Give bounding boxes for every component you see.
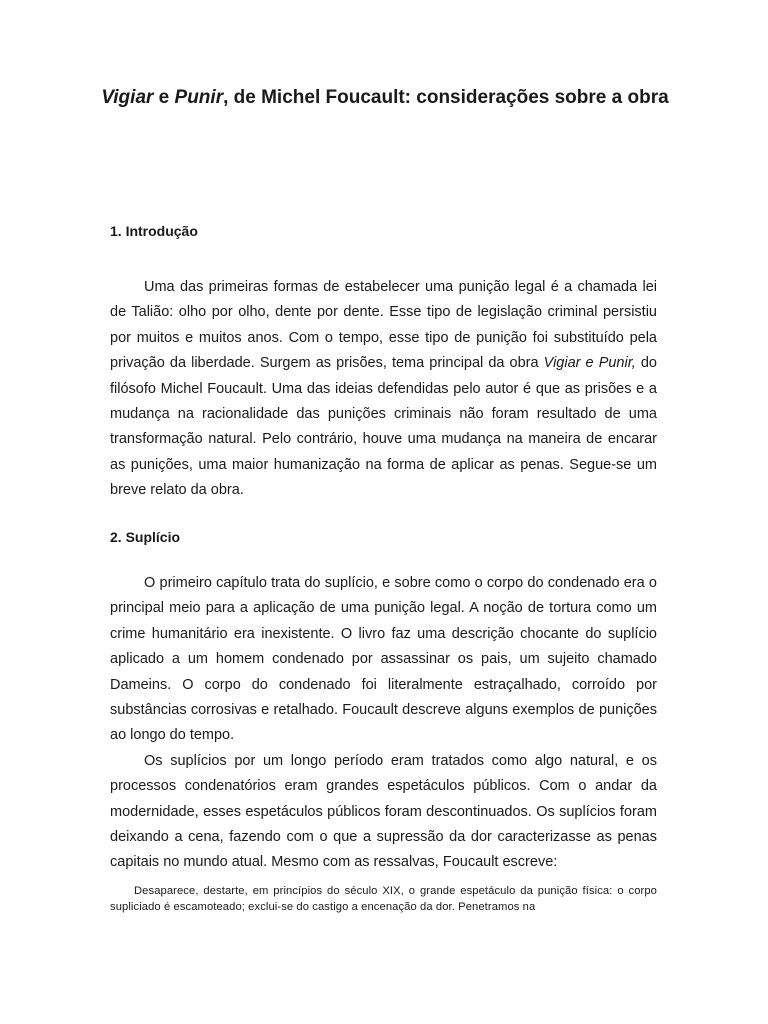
document-title <box>100 86 670 110</box>
title-conjunction: e <box>153 87 175 108</box>
block-quote <box>110 884 657 915</box>
section-body-introducao <box>110 275 657 504</box>
section-heading-suplicio: 2. Suplício <box>110 529 181 545</box>
book-title-italic: Vigiar e Punir, <box>543 355 636 372</box>
quote-text: Desaparece, destarte, em princípios do século XIX, o grande espetáculo da punição física: o corpo supliciado é escamoteado; exclui-se do castigo a encenação da dor. Penetramos na <box>110 885 657 913</box>
title-italic-vigiar: Vigiar <box>101 87 154 108</box>
title-italic-punir: Punir <box>174 87 224 108</box>
paragraph: O primeiro capítulo trata do suplício, e sobre como o corpo do condenado era o principal meio para a aplicação de uma punição legal. A noção de tortura como um crime humanitário era inexistente. O livro faz uma descrição chocante do suplício aplicado a um homem condenado por assassinar os pais, um sujeito chamado Dameins. O corpo do condenado foi literalmente estraçalhado, corroído por substâncias corrosivas e retalhado. Foucault descreve alguns exemplos de punições ao longo do tempo. <box>110 575 657 744</box>
title-rest: , de Michel Foucault: considerações sobre a obra <box>223 87 669 108</box>
paragraph: Os suplícios por um longo período eram tratados como algo natural, e os processos condenatórios eram grandes espetáculos públicos. Com o andar da modernidade, esses espetáculos públicos foram descontinuados. Os suplícios foram deixando a cena, fazendo com o que a supressão da dor caracterizasse as penas capitais no mundo atual. Mesmo com as ressalvas, Foucault escreve: <box>110 752 657 871</box>
paragraph-text: Uma das primeiras formas de estabelecer uma punição legal é a chamada lei de Talião: olho por olho, dente por dente. Esse tipo de legislação criminal persistiu por muitos e muitos anos. Com o tempo, esse tipo de punição foi substituído pela privação da liberdade. Surgem as prisões, tema principal da obra <box>110 279 657 372</box>
section-heading-introducao: 1. Introdução <box>110 223 198 239</box>
section-body-suplicio <box>110 571 657 876</box>
paragraph <box>110 275 657 504</box>
paragraph-text: do filósofo Michel Foucault. Uma das ideias defendidas pelo autor é que as prisões e a mudança na racionalidade das punições criminais não foram resultado de uma transformação natural. Pelo contrário, houve uma mudança na maneira de encarar as punições, uma maior humanização na forma de aplicar as penas. Segue-se um breve relato da obra. <box>110 355 657 499</box>
